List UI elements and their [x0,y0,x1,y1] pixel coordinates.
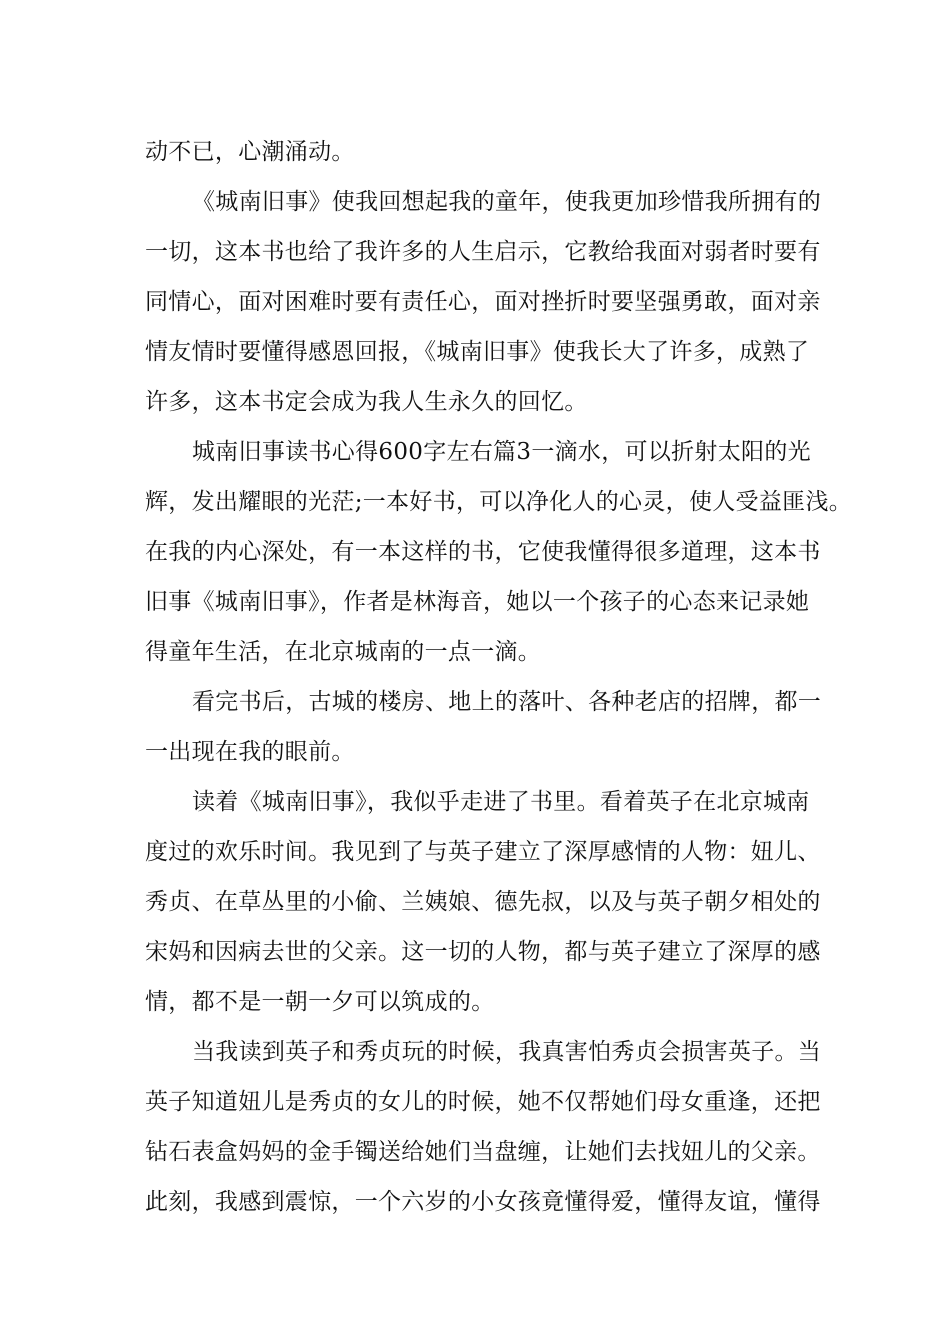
text-line: 动不已，心潮涌动。 [145,139,355,165]
text-line: 旧事《城南旧事》，作者是林海音，她以一个孩子的心态来记录她 [145,589,810,615]
text-line: 情，都不是一朝一夕可以筑成的。 [145,989,495,1015]
text-line: 同情心，面对困难时要有责任心，面对挫折时要坚强勇敢，面对亲 [145,289,821,315]
text-line: 英子知道妞儿是秀贞的女儿的时候，她不仅帮她们母女重逢，还把 [145,1089,821,1115]
text-line: 一出现在我的眼前。 [145,739,355,765]
text-line: 情友情时要懂得感恩回报，《城南旧事》使我长大了许多，成熟了 [145,339,810,365]
text-line: 得童年生活，在北京城南的一点一滴。 [145,639,542,665]
text-line: 辉，发出耀眼的光茫;一本好书，可以净化人的心灵，使人受益匪浅。 [145,489,853,515]
text-line: 一切，这本书也给了我许多的人生启示，它教给我面对弱者时要有 [145,239,821,265]
paragraph-start-line: 看完书后，古城的楼房、地上的落叶、各种老店的招牌，都一 [192,689,822,715]
paragraph-start-line: 《城南旧事》使我回想起我的童年，使我更加珍惜我所拥有的 [192,189,822,215]
text-line: 此刻，我感到震惊，一个六岁的小女孩竟懂得爱，懂得友谊，懂得 [145,1189,821,1215]
paragraph-start-line: 城南旧事读书心得600字左右篇3一滴水，可以折射太阳的光 [192,439,811,465]
paragraph-start-line: 读着《城南旧事》，我似乎走进了书里。看着英子在北京城南 [192,789,810,815]
text-line: 度过的欢乐时间。我见到了与英子建立了深厚感情的人物：妞儿、 [145,839,821,865]
text-line: 许多，这本书定会成为我人生永久的回忆。 [145,389,588,415]
text-line: 钻石表盒妈妈的金手镯送给她们当盘缠，让她们去找妞儿的父亲。 [145,1139,821,1165]
text-line: 在我的内心深处，有一本这样的书，它使我懂得很多道理，这本书 [145,539,821,565]
paragraph-start-line: 当我读到英子和秀贞玩的时候，我真害怕秀贞会损害英子。当 [192,1039,822,1065]
text-line: 宋妈和因病去世的父亲。这一切的人物，都与英子建立了深厚的感 [145,939,821,965]
text-line: 秀贞、在草丛里的小偷、兰姨娘、德先叔，以及与英子朝夕相处的 [145,889,821,915]
